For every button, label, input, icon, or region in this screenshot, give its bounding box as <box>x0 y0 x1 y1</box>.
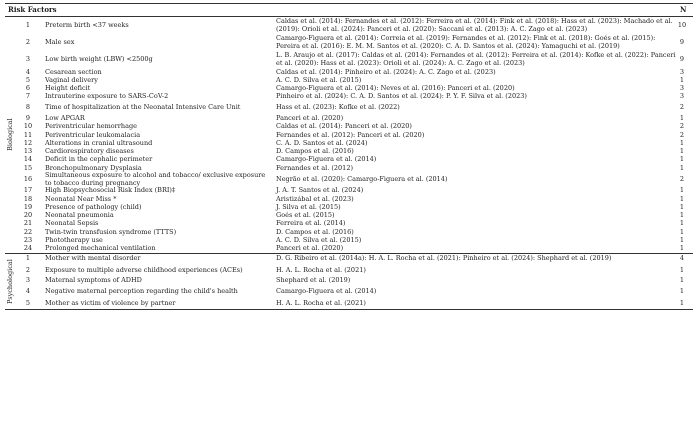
count: 1 <box>679 194 685 203</box>
table-row <box>5 93 693 101</box>
risk-factor: Height deficit <box>45 84 91 93</box>
count: 1 <box>679 113 685 122</box>
row-number: 13 <box>23 147 33 156</box>
row-number: 24 <box>23 244 33 253</box>
references: D. Campos et al. (2016) <box>276 147 354 156</box>
table-header <box>5 3 693 17</box>
row-number: 18 <box>23 194 33 203</box>
table-body <box>5 17 693 310</box>
risk-factor: Low APGAR <box>45 113 85 122</box>
table-row <box>5 101 693 114</box>
risk-factor: Male sex <box>45 37 75 46</box>
count: 1 <box>679 163 685 172</box>
table-row <box>5 264 693 277</box>
references: Caldas et al. (2014): Panceri et al. (2020) <box>276 122 412 131</box>
risk-factor: Neonatal Sepsis <box>45 219 99 228</box>
risk-factor: Alterations in cranial ultrasound <box>45 138 153 147</box>
count: 1 <box>679 219 685 228</box>
risk-factor: Presence of pathology (child) <box>45 202 142 211</box>
risk-factor: Intrauterine exposure to SARS-CoV-2 <box>45 92 169 101</box>
count: 2 <box>679 103 685 112</box>
count: 3 <box>679 67 685 76</box>
table-row <box>5 123 693 131</box>
row-number: 1 <box>25 254 31 263</box>
references: Camargo-Figuera et al. (2014) <box>276 155 377 164</box>
row-number: 17 <box>23 186 33 195</box>
risk-factor: High Biopsychosocial Risk Index (BRI)‡ <box>45 186 176 195</box>
row-number: 5 <box>25 75 31 84</box>
row-number: 15 <box>23 163 33 172</box>
references: Negrão et al. (2020): Camargo-Figuera et al. (2014) <box>276 175 448 183</box>
table-row <box>5 212 693 220</box>
references: Hass et al. (2023): Kofke et al. (2022) <box>276 103 400 112</box>
row-number: 21 <box>23 219 33 228</box>
references: A. C. D. Silva et al. (2015) <box>276 236 362 245</box>
table-row <box>5 245 693 253</box>
table-row <box>5 285 693 298</box>
risk-factor: Bronchopulmonary Dysplasia <box>45 163 142 172</box>
count: 1 <box>679 155 685 164</box>
risk-factor: Deficit in the cephalic perimeter <box>45 155 153 164</box>
count: 1 <box>679 244 685 253</box>
risk-factor: Low birth weight (LBW) <2500g <box>45 54 153 63</box>
references: Camargo-Figuera et al. (2014): Neves et al. (2016): Panceri et al. (2020) <box>276 84 515 93</box>
count: 1 <box>679 236 685 245</box>
references: D. G. Ribeiro et al. (2014a): H. A. L. Rocha et al. (2021): Pinheiro et al. (2024): Shephard et al. (2019) <box>276 254 612 263</box>
risk-factor: Periventricular hemorrhage <box>45 122 137 131</box>
count: 1 <box>679 287 685 296</box>
table-row <box>5 277 693 285</box>
references: Camargo-Figuera et al. (2014): Correia et al. (2019): Fernandes et al. (2012): Fink et al. (2018): Goés et al. (2015): Pereira et al. (2016): E. M. M. Santos et al. (2020): C. A. D. Santos et al. (2024): Yamaguchi et al. (2019) <box>276 34 656 50</box>
count: 1 <box>679 202 685 211</box>
table-row <box>5 254 693 264</box>
count: 1 <box>679 186 685 195</box>
references: Goés et al. (2015) <box>276 211 335 220</box>
row-number: 3 <box>25 276 31 285</box>
count: 4 <box>679 254 685 263</box>
count: 9 <box>679 54 685 63</box>
references: L. B. Araujo et al. (2017): Caldas et al. (2014): Fernandes et al. (2012): Ferreira et al. (2014): Kofke et al. (2022): Panceri et al. (2020): Hass et al. (2023): Orioli et al. (2024): A. C. Zago et al. (2023) <box>276 51 676 67</box>
count: 3 <box>679 84 685 93</box>
references: Panceri et al. (2020) <box>276 113 344 122</box>
risk-factor: Time of hospitalization at the Neonatal Intensive Care Unit <box>45 103 241 112</box>
row-number: 19 <box>23 202 33 211</box>
count: 2 <box>679 130 685 139</box>
row-number: 9 <box>25 113 31 122</box>
references: Fernandes et al. (2012): Panceri et al. (2020) <box>276 130 425 139</box>
row-number: 2 <box>25 37 31 46</box>
risk-factor: Exposure to multiple adverse childhood experiences (ACEs) <box>45 265 243 274</box>
references: C. A. D. Santos et al. (2024) <box>276 138 368 147</box>
row-number: 16 <box>23 175 33 183</box>
risk-factor: Maternal symptoms of ADHD <box>45 276 142 285</box>
row-number: 23 <box>23 236 33 245</box>
risk-factor: Cesarean section <box>45 67 102 76</box>
references: J. A. T. Santos et al. (2024) <box>276 186 364 195</box>
group-label <box>3 17 17 253</box>
count: 9 <box>679 37 685 46</box>
references: Fernandes et al. (2012) <box>276 163 353 172</box>
row-number: 12 <box>23 138 33 147</box>
row-number: 10 <box>23 122 33 131</box>
references: A. C. D. Silva et al. (2015) <box>276 75 362 84</box>
references: Ferreira et al. (2014) <box>276 219 346 228</box>
table-row <box>5 298 693 309</box>
row-number: 5 <box>25 299 31 308</box>
group-label-text: Psychological <box>5 259 14 304</box>
risk-factor: Neonatal Near Miss * <box>45 194 117 203</box>
references: Panceri et al. (2020) <box>276 244 344 253</box>
table-row <box>5 187 693 195</box>
count: 1 <box>679 147 685 156</box>
risk-factor: Preterm birth <37 weeks <box>45 20 129 29</box>
table-row <box>5 195 693 203</box>
count: 3 <box>679 92 685 101</box>
references: H. A. L. Rocha et al. (2021) <box>276 299 366 308</box>
row-number: 6 <box>25 84 31 93</box>
group-psychological <box>5 254 693 310</box>
row-number: 1 <box>25 20 31 29</box>
group-biological <box>5 17 693 254</box>
row-number: 7 <box>25 92 31 101</box>
references: Aristizábal et al. (2023) <box>276 194 354 203</box>
row-number: 20 <box>23 211 33 220</box>
risk-factor: Vaginal delivery <box>45 75 98 84</box>
count: 1 <box>679 276 685 285</box>
references: Camargo-Figuera et al. (2014) <box>276 287 377 296</box>
risk-factor: Simultaneous exposure to alcohol and tobacco/ exclusive exposure to tobacco during pregnancy <box>45 171 266 187</box>
row-number: 11 <box>23 130 33 139</box>
row-number: 22 <box>23 227 33 236</box>
risk-factor: Periventricular leukomalacia <box>45 130 141 139</box>
count: 1 <box>679 211 685 220</box>
count: 2 <box>679 122 685 131</box>
header-risk-factors: Risk Factors <box>8 5 57 14</box>
references: Caldas et al. (2014): Pinheiro et al. (2024): A. C. Zago et al. (2023) <box>276 67 496 76</box>
risk-factors-table <box>5 3 693 310</box>
count: 1 <box>679 299 685 308</box>
risk-factor: Twin-twin transfusion syndrome (TTTS) <box>45 227 177 236</box>
table-row <box>5 156 693 164</box>
references: D. Campos et al. (2016) <box>276 227 354 236</box>
group-label <box>3 254 17 309</box>
count: 1 <box>679 138 685 147</box>
references: H. A. L. Rocha et al. (2021) <box>276 265 366 274</box>
table-row <box>5 17 693 34</box>
row-number: 4 <box>25 287 31 296</box>
group-label-text: Biological <box>5 118 14 152</box>
table-row <box>5 51 693 68</box>
risk-factor: Negative maternal perception regarding the child's health <box>45 287 238 296</box>
row-number: 2 <box>25 265 31 274</box>
references: J. Silva et al. (2015) <box>276 202 341 211</box>
risk-factor: Neonatal pneumonia <box>45 211 114 220</box>
risk-factor: Phototherapy use <box>45 236 103 245</box>
risk-factor: Prolonged mechanical ventilation <box>45 244 156 253</box>
row-number: 14 <box>23 155 33 164</box>
table-row <box>5 34 693 51</box>
references: Shephard et al. (2019) <box>276 276 351 285</box>
count: 2 <box>679 175 685 183</box>
row-number: 3 <box>25 54 31 63</box>
references: Caldas et al. (2014): Fernandes et al. (2012): Ferreira et al. (2014): Fink et al. (2018): Hass et al. (2023): Machado et al. (2019): Orioli et al. (2024): Panceri et al. (2020): Saccani et al. (2013): A. C. Zago et al. (2023) <box>276 17 673 33</box>
risk-factor: Cardiorespiratory diseases <box>45 147 134 156</box>
risk-factor: Mother with mental disorder <box>45 254 141 263</box>
count: 1 <box>679 227 685 236</box>
references: Pinheiro et al. (2024): C. A. D. Santos et al. (2024): P. Y. F. Silva et al. (2023) <box>276 92 527 101</box>
risk-factor: Mother as victim of violence by partner <box>45 299 176 308</box>
count: 1 <box>679 75 685 84</box>
count: 1 <box>679 265 685 274</box>
row-number: 8 <box>25 103 31 112</box>
row-number: 4 <box>25 67 31 76</box>
count: 10 <box>677 20 687 29</box>
header-n: N <box>680 5 687 14</box>
table-row <box>5 220 693 228</box>
table-row <box>5 172 693 186</box>
